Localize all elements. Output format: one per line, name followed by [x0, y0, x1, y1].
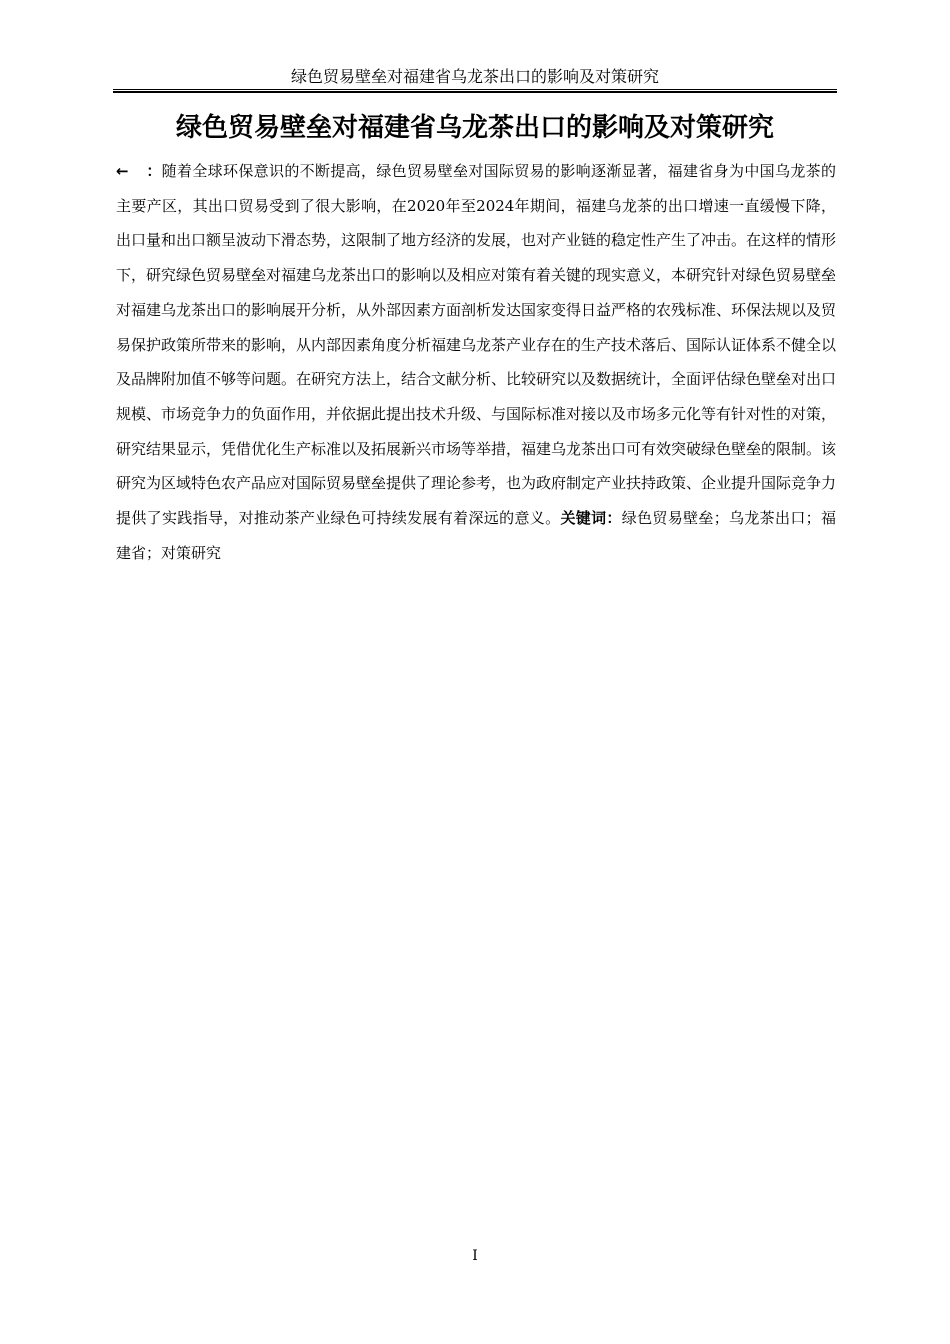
abstract-colon: ： [146, 162, 162, 180]
page-number: I [472, 1248, 478, 1264]
abstract-text: 随着全球环保意识的不断提高，绿色贸易壁垒对国际贸易的影响逐渐显著，福建省身为中国乌龙茶的主要产区，其出口贸易受到了很大影响，在2020年至2024年期间，福建乌龙茶的出口增速一直缓慢下降，出口量和出口额呈波动下滑态势，这限制了地方经济的发展，也对产业链的稳定性产生了冲击。在这样的情形下，研究绿色贸易壁垒对福建乌龙茶出口的影响以及相应对策有着关键的现实意义，本研究针对绿色贸易壁垒对福建乌龙茶出口的影响展开分析，从外部因素方面剖析发达国家变得日益严格的农残标准、环保法规以及贸易保护政策所带来的影响，从内部因素角度分析福建乌龙茶产业存在的生产技术落后、国际认证体系不健全以及品牌附加值不够等问题。在研究方法上，结合文献分析、比较研究以及数据统计，全面评估绿色壁垒对出口规模、市场竞争力的负面作用，并依据此提出技术升级、与国际标准对接以及市场多元化等有针对性的对策，研究结果显示，凭借优化生产标准以及拓展新兴市场等举措，福建乌龙茶出口可有效突破绿色壁垒的限制。该研究为区域特色农产品应对国际贸易壁垒提供了理论参考，也为政府制定产业扶持政策、企业提升国际竞争力提供了实践指导，对推动茶产业绿色可持续发展有着深远的意义。 [116, 162, 837, 528]
running-header: 绿色贸易壁垒对福建省乌龙茶出口的影响及对策研究 [290, 67, 659, 86]
document-title: 绿色贸易壁垒对福建省乌龙茶出口的影响及对策研究 [175, 113, 774, 143]
header-divider-thick [113, 91, 837, 93]
left-arrow-icon: ← [116, 162, 129, 180]
header-divider-thin [113, 89, 837, 90]
keywords-text: 绿色贸易壁垒；乌龙茶出口；福建省；对策研究 [116, 509, 836, 562]
keywords-label: 关键词： [560, 509, 622, 528]
abstract-paragraph [116, 154, 836, 570]
